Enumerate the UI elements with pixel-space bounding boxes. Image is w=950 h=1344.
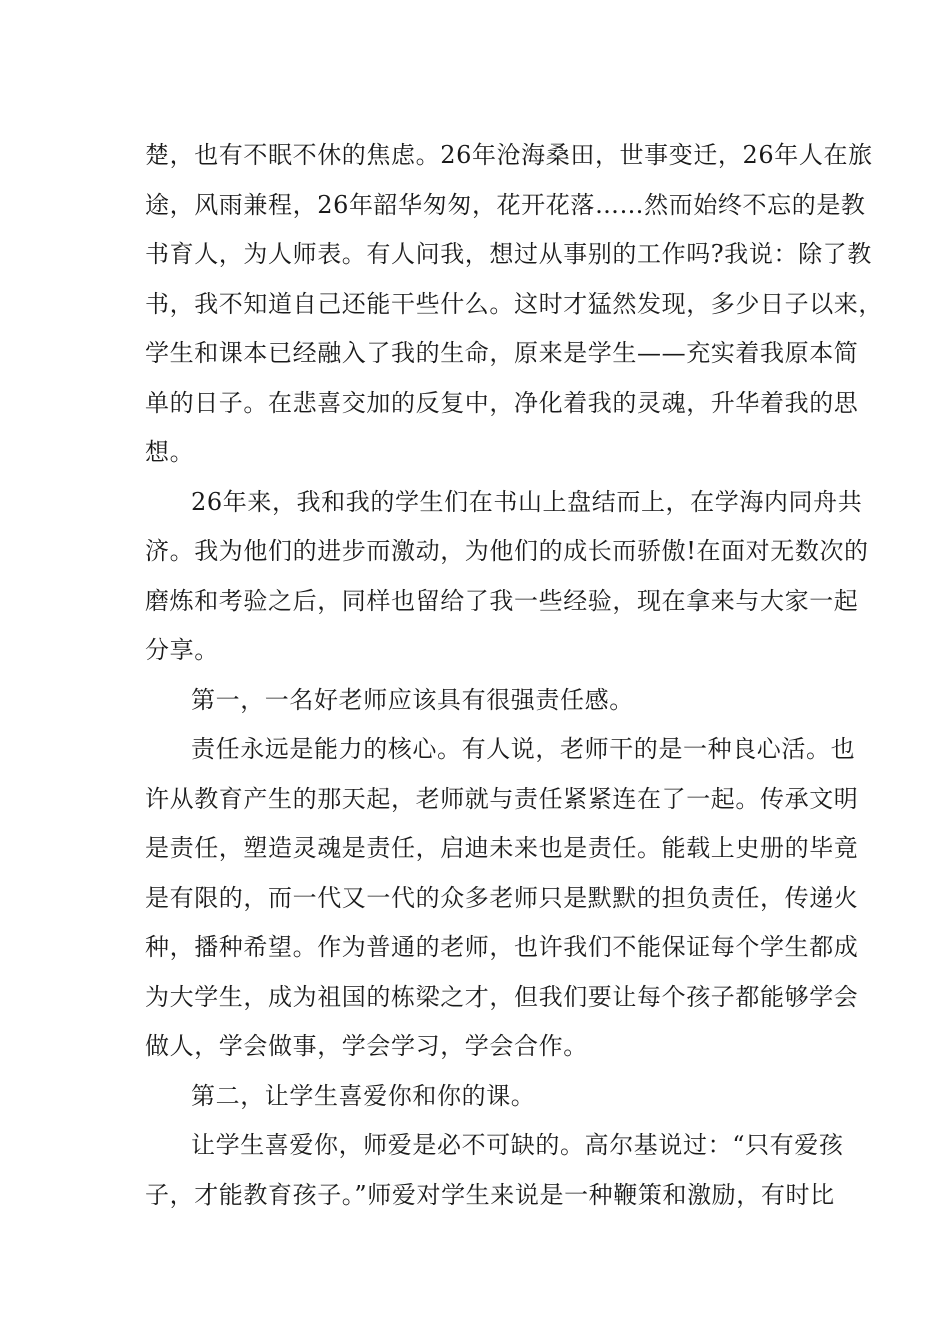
text-line: 让学生喜爱你，师爱是必不可缺的。高尔基说过：“只有爱孩: [191, 1131, 844, 1159]
text-line: 做人，学会做事，学会学习，学会合作。: [145, 1032, 588, 1060]
section-heading: 第二，让学生喜爱你和你的课。: [191, 1082, 536, 1110]
text-line: 26年来，我和我的学生们在书山上盘结而上，在学海内同舟共: [191, 488, 863, 516]
text-line: 学生和课本已经融入了我的生命，原来是学生——充实着我原本简: [145, 339, 859, 367]
text-line: 为大学生，成为祖国的栋梁之才，但我们要让每个孩子都能够学会: [145, 983, 859, 1011]
text-line: 单的日子。在悲喜交加的反复中，净化着我的灵魂，升华着我的思: [145, 389, 859, 417]
text-line: 想。: [145, 438, 195, 466]
text-line: 是有限的，而一代又一代的众多老师只是默默的担负责任，传递火: [145, 884, 859, 912]
text-line: 许从教育产生的那天起，老师就与责任紧紧连在了一起。传承文明: [145, 785, 859, 813]
text-line: 分享。: [145, 636, 219, 664]
text-line: 种，播种希望。作为普通的老师，也许我们不能保证每个学生都成: [145, 933, 859, 961]
text-line: 书，我不知道自己还能干些什么。这时才猛然发现，多少日子以来，: [145, 290, 883, 318]
text-line: 途，风雨兼程，26年韶华匆匆，花开花落……然而始终不忘的是教: [145, 191, 866, 219]
text-line: 责任永远是能力的核心。有人说，老师干的是一种良心活。也: [191, 735, 856, 763]
text-line: 书育人，为人师表。有人问我，想过从事别的工作吗?我说：除了教: [145, 240, 872, 268]
text-line: 磨炼和考验之后，同样也留给了我一些经验，现在拿来与大家一起: [145, 587, 859, 615]
text-line: 济。我为他们的进步而激动，为他们的成长而骄傲!在面对无数次的: [145, 537, 869, 565]
text-line: 楚，也有不眠不休的焦虑。26年沧海桑田，世事变迁，26年人在旅: [145, 141, 873, 169]
text-line: 是责任，塑造灵魂是责任，启迪未来也是责任。能载上史册的毕竟: [145, 834, 859, 862]
text-line: 子，才能教育孩子。”师爱对学生来说是一种鞭策和激励，有时比: [145, 1181, 835, 1209]
section-heading: 第一，一名好老师应该具有很强责任感。: [191, 686, 634, 714]
